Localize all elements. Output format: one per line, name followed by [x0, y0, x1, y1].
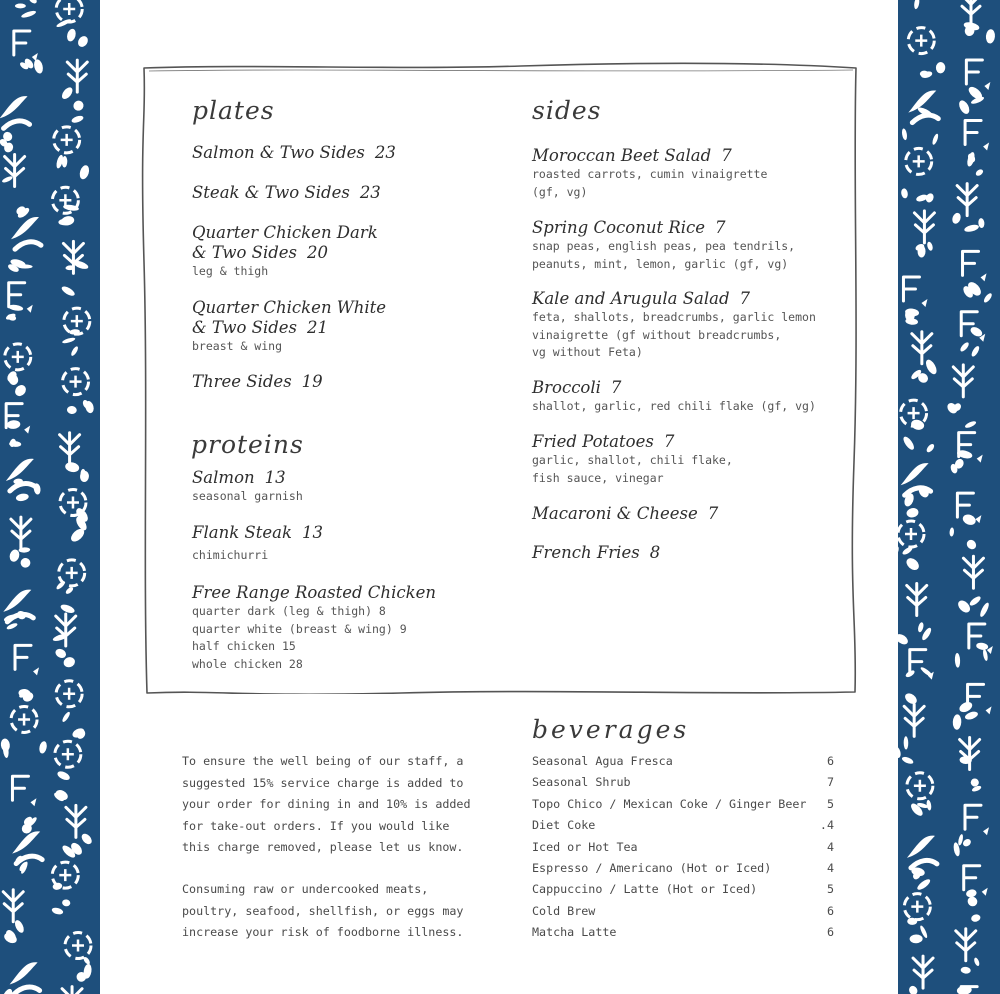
- description-line: half chicken 15: [192, 639, 296, 653]
- item-name: Spring Coconut Rice: [532, 218, 706, 237]
- notice-text: [182, 879, 463, 944]
- item-price: 21: [307, 318, 329, 337]
- item-name: Quarter Chicken White: [192, 298, 387, 317]
- item-description: [192, 603, 436, 673]
- item-name: Three Sides: [192, 372, 292, 391]
- description-line: garlic, shallot, chili flake,: [532, 453, 733, 467]
- notice-line: suggested 15% service charge is added to: [182, 775, 464, 790]
- item-description: [192, 547, 323, 565]
- beverage-name: Cold Brew: [532, 903, 596, 918]
- menu-item: [192, 223, 378, 281]
- beverage-row: [532, 882, 834, 903]
- item-name-continued: & Two Sides: [192, 243, 298, 262]
- beverage-price: 6: [826, 925, 834, 940]
- menu-item: [192, 143, 396, 163]
- item-price: 13: [264, 468, 286, 487]
- item-price: 13: [301, 523, 323, 542]
- description-line: fish sauce, vinegar: [532, 470, 664, 485]
- description-line: chimichurri: [192, 548, 269, 562]
- item-price: 8: [649, 543, 661, 562]
- description-line: vinaigrette (gf without breadcrumbs,: [532, 327, 782, 342]
- description-line: leg & thigh: [192, 264, 269, 278]
- menu-item: [532, 378, 816, 416]
- notice-line: Consuming raw or undercooked meats,: [182, 882, 429, 896]
- sides-heading: sides: [532, 96, 602, 125]
- beverage-name: Iced or Hot Tea: [532, 839, 638, 854]
- beverage-price: 6: [826, 903, 834, 918]
- menu-item: [192, 583, 436, 673]
- beverage-row: [532, 840, 834, 861]
- item-name: Salmon & Two Sides: [192, 143, 365, 162]
- right-decorative-pattern: [898, 0, 1000, 994]
- menu-item: [192, 523, 323, 565]
- description-line: whole chicken 28: [192, 656, 303, 671]
- item-price: 20: [307, 243, 329, 262]
- beverage-row: [532, 775, 834, 796]
- item-price: 7: [721, 146, 732, 165]
- menu-item: [192, 183, 381, 203]
- notice-line: increase your risk of foodborne illness.: [182, 925, 464, 939]
- item-description: [532, 309, 816, 362]
- beverage-name: Topo Chico / Mexican Coke / Ginger Beer: [532, 796, 807, 811]
- beverage-name: Matcha Latte: [532, 925, 617, 940]
- menu-item: [532, 218, 795, 273]
- item-price: 7: [663, 432, 675, 451]
- beverage-row: [532, 754, 834, 775]
- menu-item: [192, 298, 386, 356]
- item-name: Steak & Two Sides: [192, 183, 350, 202]
- item-description: [192, 338, 386, 356]
- item-name-continued: & Two Sides: [192, 318, 298, 337]
- item-price: 7: [739, 289, 751, 308]
- plates-heading: plates: [192, 96, 275, 125]
- item-price: 7: [707, 504, 719, 523]
- item-name: Broccoli: [532, 378, 601, 397]
- item-name: Flank Steak: [192, 523, 292, 542]
- description-line: quarter dark (leg & thigh) 8: [192, 604, 386, 618]
- beverage-row: [532, 904, 834, 925]
- description-line: vg without Feta): [532, 345, 643, 359]
- item-description: [532, 398, 816, 416]
- item-name: Kale and Arugula Salad: [532, 289, 730, 308]
- beverage-row: [532, 797, 834, 818]
- description-line: shallot, garlic, red chili flake (gf, vg): [532, 399, 816, 413]
- menu-item: [532, 432, 733, 487]
- left-decorative-pattern: [0, 0, 100, 994]
- description-line: breast & wing: [192, 339, 283, 353]
- description-line: roasted carrots, cumin vinaigrette: [532, 167, 768, 181]
- item-description: [192, 263, 378, 281]
- item-price: 23: [374, 143, 396, 162]
- beverage-price: 5: [826, 882, 834, 897]
- notice-line: poultry, seafood, shellfish, or eggs may: [182, 903, 464, 918]
- menu-item: [532, 504, 718, 524]
- item-name: Free Range Roasted Chicken: [192, 583, 436, 602]
- menu-item: [532, 289, 816, 362]
- item-description: [532, 238, 795, 273]
- beverage-name: Cappuccino / Latte (Hot or Iced): [532, 882, 758, 897]
- item-name: Salmon: [192, 468, 255, 487]
- proteins-heading: proteins: [191, 430, 304, 459]
- description-line: feta, shallots, breadcrumbs, garlic lemon: [532, 310, 816, 324]
- beverage-price: .4: [819, 818, 834, 833]
- description-line: (gf, vg): [532, 184, 588, 199]
- item-price: 7: [610, 378, 622, 397]
- beverage-name: Seasonal Agua Fresca: [532, 754, 673, 768]
- item-name: Macaroni & Cheese: [532, 504, 698, 523]
- item-name: Fried Potatoes: [532, 432, 654, 451]
- description-line: peanuts, mint, lemon, garlic (gf, vg): [532, 256, 789, 271]
- beverage-name: Espresso / Americano (Hot or Iced): [532, 861, 772, 875]
- menu-item: [532, 543, 660, 563]
- item-description: [532, 166, 767, 201]
- beverage-price: 4: [826, 839, 834, 854]
- description-line: seasonal garnish: [192, 489, 303, 503]
- item-name: Moroccan Beet Salad: [532, 146, 712, 165]
- beverage-price: 4: [826, 861, 834, 875]
- beverages-heading: beverages: [532, 715, 690, 744]
- beverage-name: Seasonal Shrub: [532, 775, 631, 790]
- menu-item: [532, 146, 767, 201]
- item-price: 23: [359, 183, 381, 202]
- item-description: [532, 452, 733, 487]
- notice-line: for take-out orders. If you would like: [182, 818, 450, 833]
- beverage-price: 5: [826, 796, 834, 811]
- item-price: 7: [715, 218, 726, 237]
- menu-item: [192, 468, 303, 506]
- item-name: Quarter Chicken Dark: [192, 223, 378, 242]
- notice-line: this charge removed, please let us know.: [182, 840, 464, 854]
- beverage-row: [532, 925, 834, 946]
- beverage-row: [532, 818, 834, 839]
- menu-item: [192, 372, 323, 392]
- notice-text: [182, 751, 471, 859]
- notice-line: To ensure the well being of our staff, a: [182, 754, 464, 768]
- description-line: snap peas, english peas, pea tendrils,: [532, 239, 796, 253]
- notice-line: your order for dining in and 10% is added: [182, 797, 471, 811]
- beverage-price: 6: [826, 754, 834, 768]
- description-line: quarter white (breast & wing) 9: [192, 621, 407, 636]
- item-description: [192, 488, 303, 506]
- item-name: French Fries: [532, 543, 640, 562]
- beverage-row: [532, 861, 834, 882]
- beverage-name: Diet Coke: [532, 818, 596, 833]
- item-price: 19: [301, 372, 323, 391]
- beverage-price: 7: [826, 775, 834, 790]
